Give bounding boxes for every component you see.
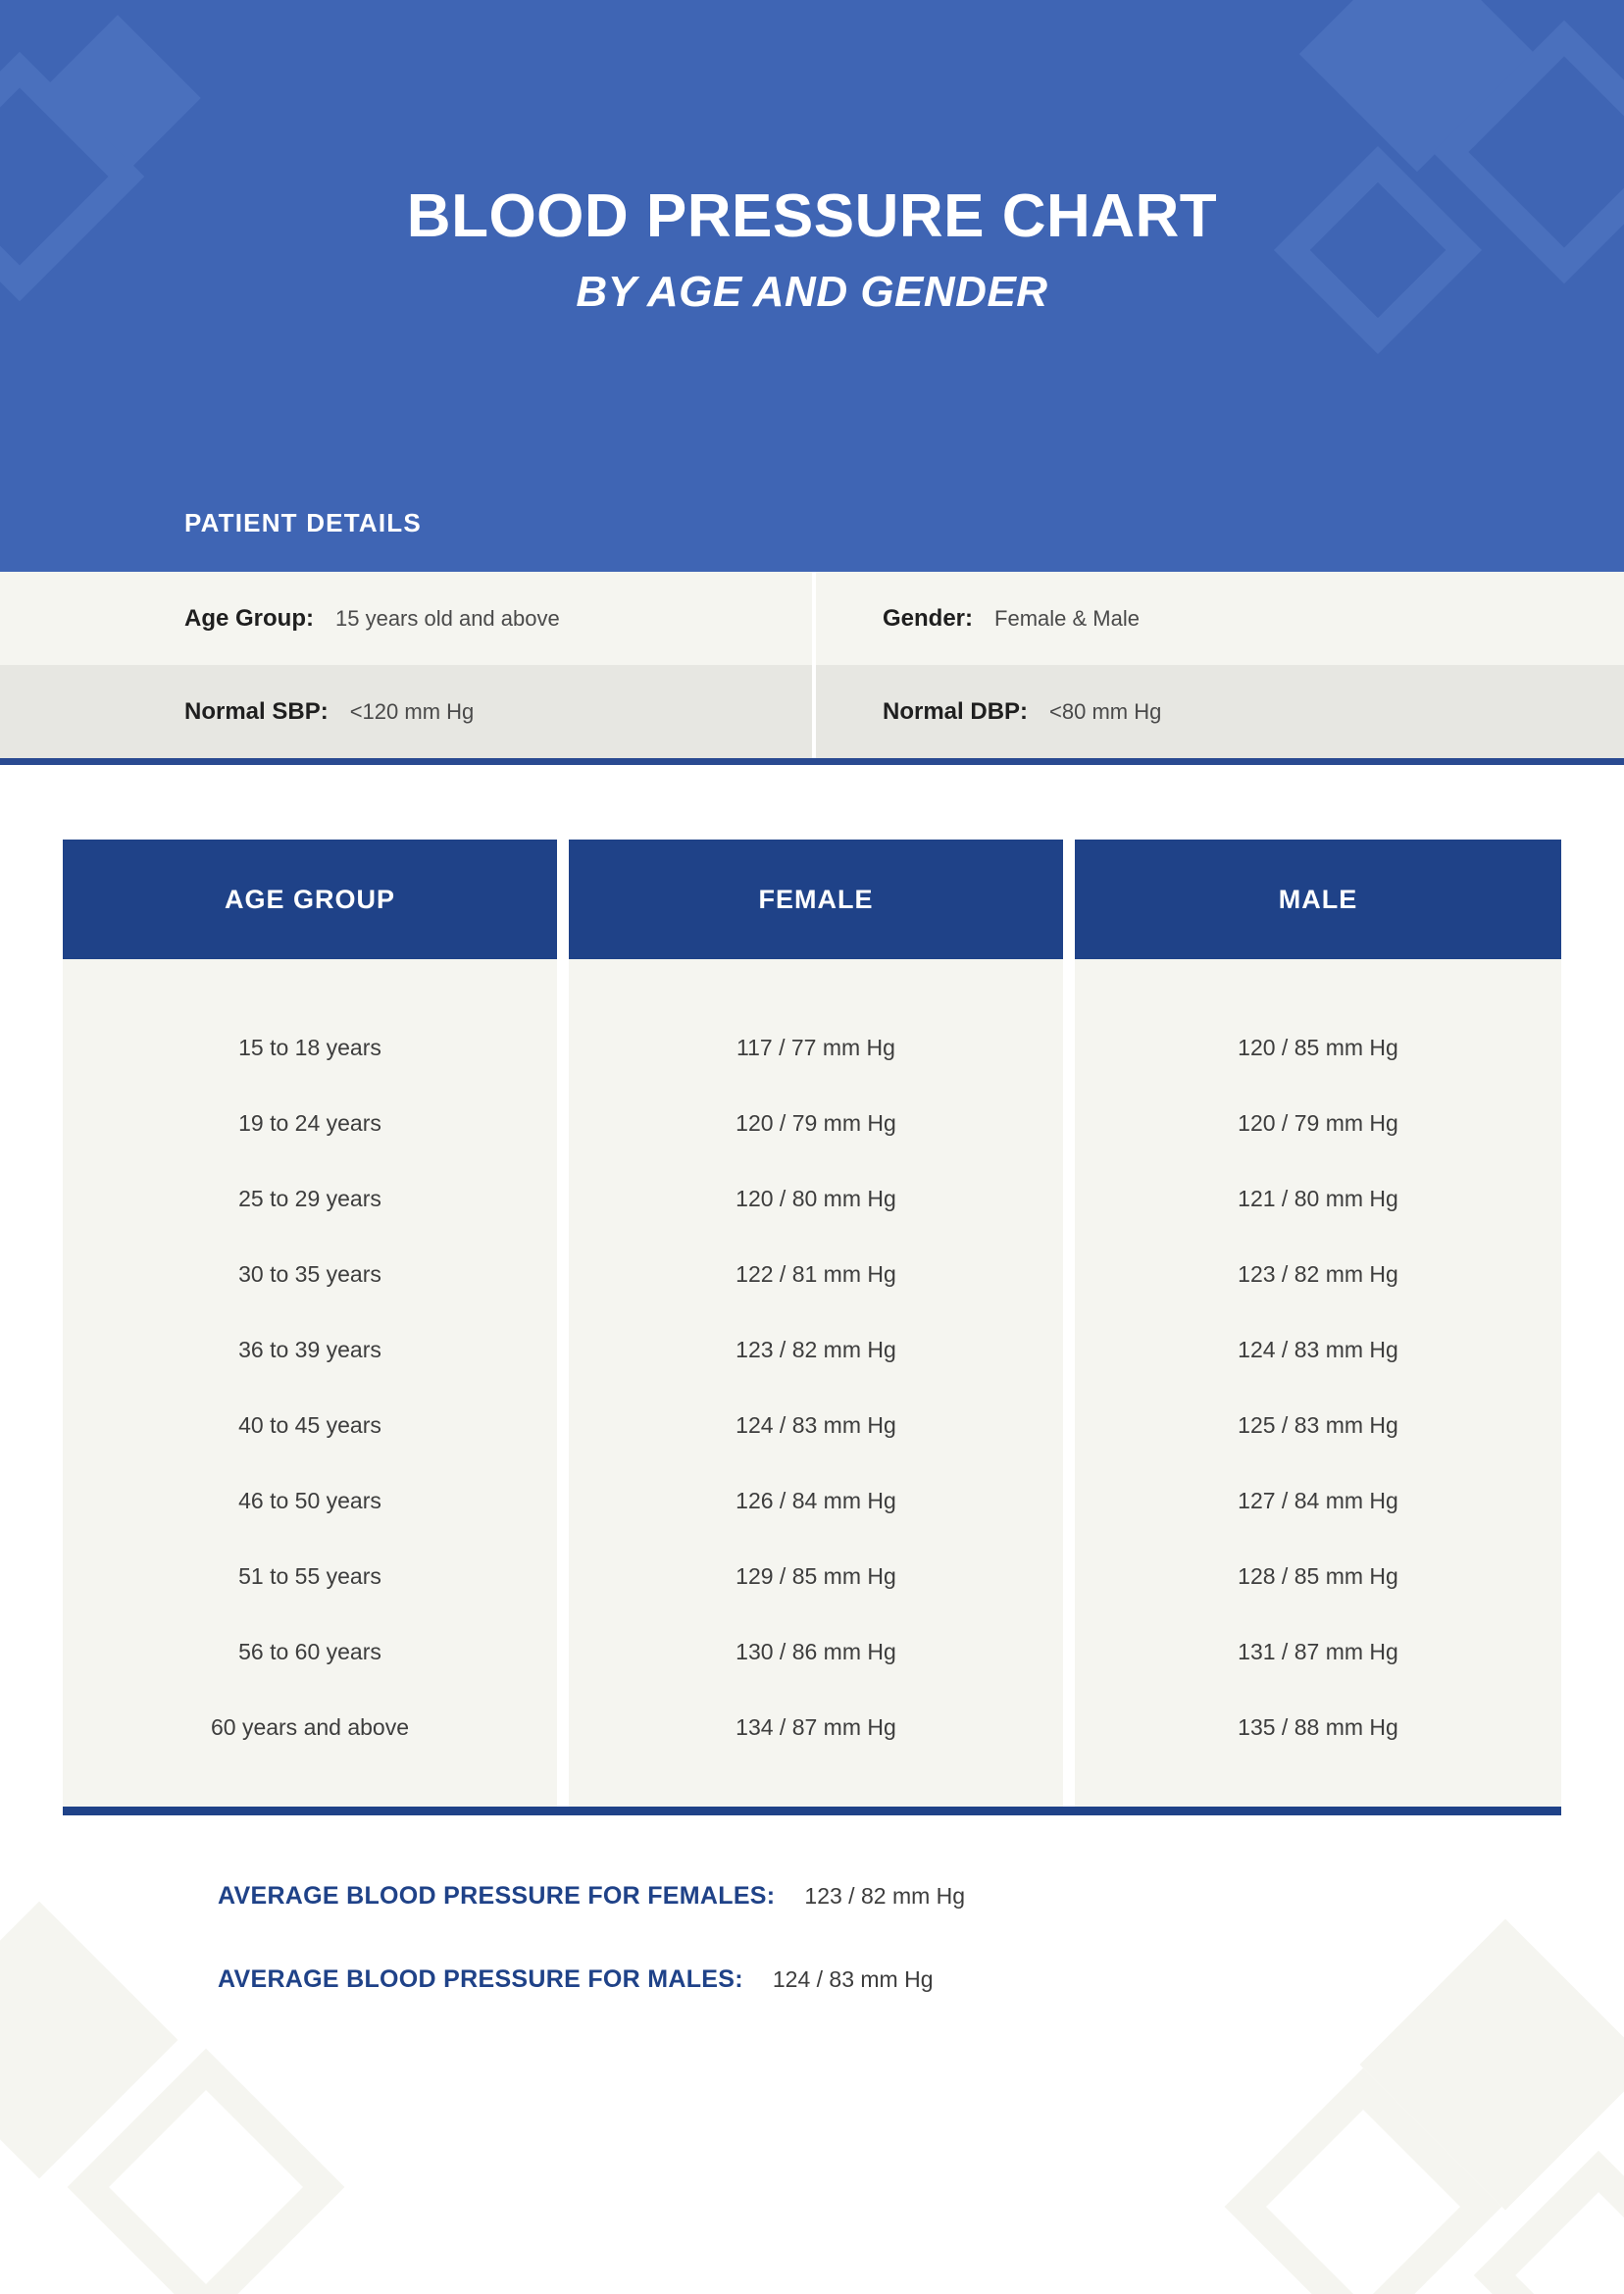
- average-row-males: [218, 1965, 1624, 1994]
- detail-value-normal-dbp: <80 mm Hg: [1049, 698, 1162, 724]
- detail-value-gender: Female & Male: [994, 605, 1140, 631]
- table-cell-female: 126 / 84 mm Hg: [736, 1488, 896, 1513]
- table-cell-female: 117 / 77 mm Hg: [736, 1035, 895, 1060]
- table-bottom-rule: [63, 1807, 1561, 1815]
- table-cell-female: 130 / 86 mm Hg: [736, 1639, 896, 1664]
- averages-section: [218, 1882, 1624, 1994]
- title-block: [0, 0, 1624, 317]
- average-label-males: AVERAGE BLOOD PRESSURE FOR MALES:: [218, 1965, 743, 1993]
- table-cell-age: 60 years and above: [210, 1714, 410, 1740]
- table-cell-female: 129 / 85 mm Hg: [736, 1563, 896, 1589]
- average-value-females: 123 / 82 mm Hg: [804, 1883, 966, 1909]
- table-cell-age: 40 to 45 years: [238, 1412, 381, 1438]
- detail-key-age-group: Age Group:: [184, 604, 314, 632]
- table-cell-age: 36 to 39 years: [238, 1337, 381, 1362]
- table-cell-male: 120 / 79 mm Hg: [1238, 1110, 1398, 1136]
- blood-pressure-table: [63, 840, 1561, 1815]
- table-cell-female: 123 / 82 mm Hg: [736, 1337, 896, 1362]
- detail-cell-normal-sbp: [0, 665, 812, 758]
- table-cell-male: 123 / 82 mm Hg: [1238, 1261, 1398, 1287]
- table-cell-female: 134 / 87 mm Hg: [736, 1714, 896, 1740]
- table-cell-age: 15 to 18 years: [238, 1035, 381, 1060]
- average-row-females: [218, 1882, 1624, 1911]
- table-column-male: [1075, 959, 1561, 1807]
- table-cell-age: 30 to 35 years: [238, 1261, 381, 1287]
- detail-key-normal-dbp: Normal DBP:: [883, 697, 1029, 725]
- table-cell-female: 122 / 81 mm Hg: [736, 1261, 896, 1287]
- table-cell-age: 46 to 50 years: [238, 1488, 381, 1513]
- detail-cell-normal-dbp: [812, 665, 1624, 758]
- table-header-age-group: AGE GROUP: [63, 840, 557, 959]
- patient-details-grid: [0, 572, 1624, 765]
- table-cell-male: 127 / 84 mm Hg: [1238, 1488, 1398, 1513]
- detail-value-age-group: 15 years old and above: [335, 605, 560, 631]
- page-subtitle: BY AGE AND GENDER: [576, 268, 1048, 317]
- detail-cell-age-group: [0, 572, 812, 665]
- table-header-male: MALE: [1075, 840, 1561, 959]
- decorative-diamond-outline-bottom-center: [1474, 2151, 1624, 2294]
- table-cell-male: 121 / 80 mm Hg: [1238, 1186, 1398, 1211]
- detail-value-normal-sbp: <120 mm Hg: [349, 698, 475, 724]
- table-cell-female: 120 / 80 mm Hg: [736, 1186, 896, 1211]
- table-cell-age: 56 to 60 years: [238, 1639, 381, 1664]
- table-cell-male: 135 / 88 mm Hg: [1238, 1714, 1398, 1740]
- table-header-row: [63, 840, 1561, 959]
- table-cell-age: 19 to 24 years: [238, 1110, 381, 1136]
- patient-details-heading: PATIENT DETAILS: [184, 508, 422, 537]
- table-cell-age: 25 to 29 years: [238, 1186, 381, 1211]
- detail-cell-gender: [812, 572, 1624, 665]
- table-cell-female: 124 / 83 mm Hg: [736, 1412, 896, 1438]
- detail-key-gender: Gender:: [883, 604, 974, 632]
- table-cell-female: 120 / 79 mm Hg: [736, 1110, 896, 1136]
- table-cell-male: 120 / 85 mm Hg: [1238, 1035, 1398, 1060]
- page-title: BLOOD PRESSURE CHART: [406, 182, 1218, 250]
- average-value-males: 124 / 83 mm Hg: [772, 1966, 934, 1992]
- table-column-female: [569, 959, 1063, 1807]
- table-cell-male: 125 / 83 mm Hg: [1238, 1412, 1398, 1438]
- table-column-age-group: [63, 959, 557, 1807]
- decorative-diamond-outline-bottom-right: [1225, 2068, 1502, 2294]
- detail-key-normal-sbp: Normal SBP:: [184, 697, 329, 725]
- table-cell-age: 51 to 55 years: [238, 1563, 381, 1589]
- page-header: [0, 0, 1624, 572]
- table-header-female: FEMALE: [569, 840, 1063, 959]
- table-cell-male: 128 / 85 mm Hg: [1238, 1563, 1398, 1589]
- table-cell-male: 131 / 87 mm Hg: [1238, 1639, 1398, 1664]
- table-cell-male: 124 / 83 mm Hg: [1238, 1337, 1398, 1362]
- average-label-females: AVERAGE BLOOD PRESSURE FOR FEMALES:: [218, 1882, 776, 1910]
- table-body: [63, 959, 1561, 1807]
- decorative-diamond-outline-bottom-left: [68, 2049, 345, 2294]
